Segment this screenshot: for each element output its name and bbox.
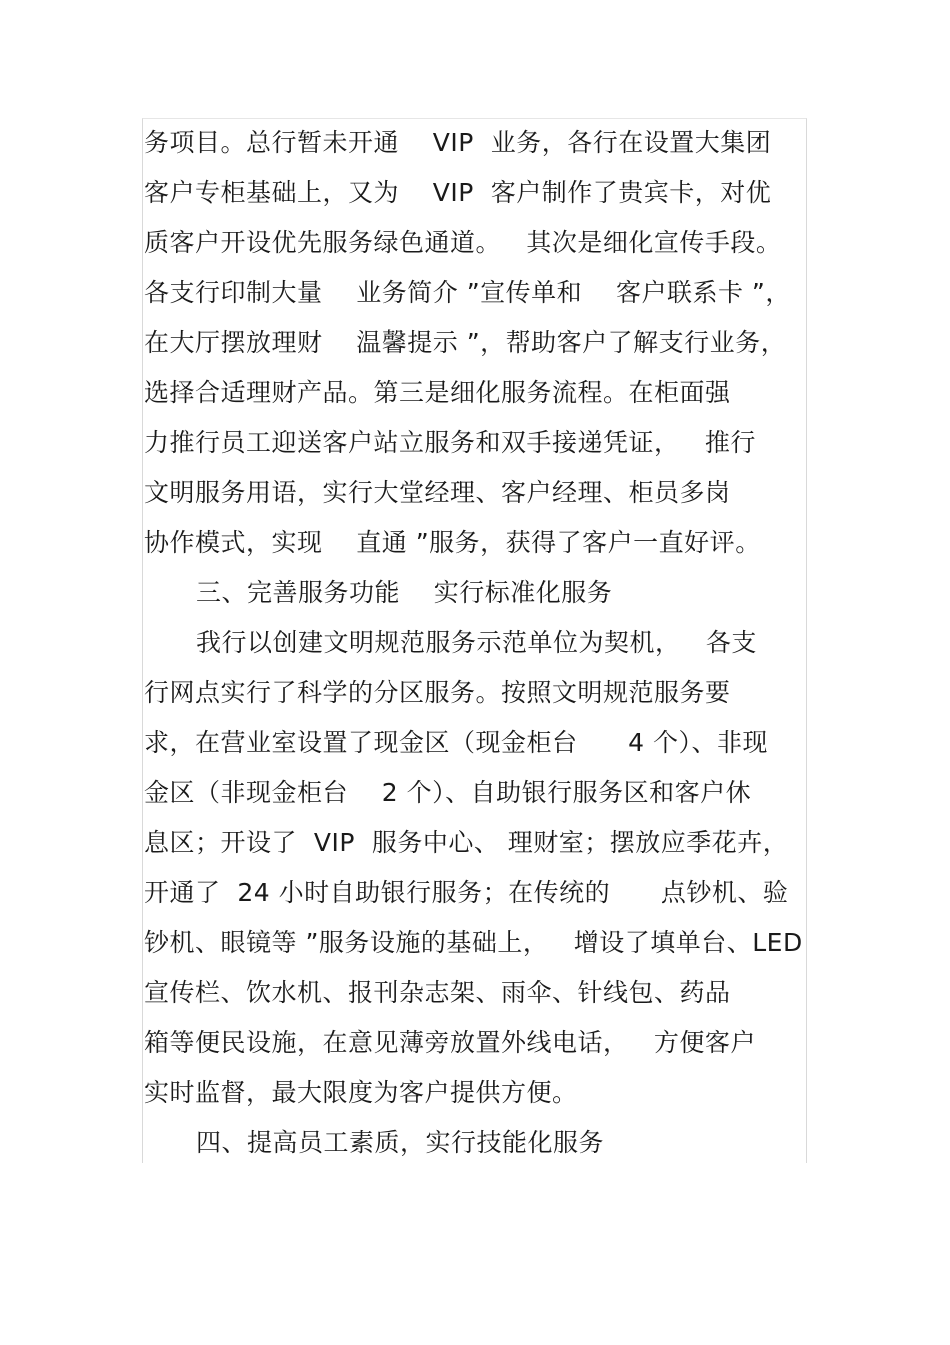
paragraph-line: 文明服务用语，实行大堂经理、客户经理、柜员多岗 [144, 478, 731, 507]
paragraph-line: 客户专柜基础上，又为 VIP 客户制作了贵宾卡，对优 [144, 178, 772, 207]
paragraph-line: 选择合适理财产品。第三是细化服务流程。在柜面强 [144, 378, 731, 407]
section-heading-line: 我行以创建文明规范服务示范单位为契机， 各支 [196, 628, 757, 657]
paragraph-line: 求，在营业室设置了现金区（现金柜台 4 个）、非现 [144, 728, 769, 757]
paragraph-line: 务项目。总行暂未开通 VIP 业务，各行在设置大集团 [144, 128, 772, 157]
paragraph-line: 开通了 24 小时自助银行服务；在传统的 点钞机、验 [144, 878, 789, 907]
paragraph-line: 在大厅摆放理财 温馨提示 ”，帮助客户了解支行业务， [144, 328, 787, 357]
paragraph-line: 箱等便民设施，在意见薄旁放置外线电话， 方便客户 [144, 1028, 756, 1057]
paragraph-line: 宣传栏、饮水机、报刊杂志架、雨伞、针线包、药品 [144, 978, 731, 1007]
paragraph-line: 息区；开设了 VIP 服务中心、 理财室；摆放应季花卉， [144, 828, 789, 857]
paragraph-line: 力推行员工迎送客户站立服务和双手接递凭证， 推行 [144, 428, 756, 457]
paragraph-line: 质客户开设优先服务绿色通道。 其次是细化宣传手段。 [144, 228, 782, 257]
document-body [144, 118, 809, 1168]
paragraph-line: 实时监督，最大限度为客户提供方便。 [144, 1078, 578, 1107]
paragraph-line: 金区（非现金柜台 2 个）、自助银行服务区和客户休 [144, 778, 752, 807]
paragraph-line: 协作模式，实现 直通 ”服务，获得了客户一直好评。 [144, 528, 761, 557]
paragraph-line: 钞机、眼镜等 ”服务设施的基础上， 增设了填单台、LED [144, 928, 803, 957]
section-heading-line: 三、完善服务功能 实行标准化服务 [196, 578, 613, 607]
section-heading-line: 四、提高员工素质，实行技能化服务 [196, 1128, 605, 1157]
paragraph-line: 行网点实行了科学的分区服务。按照文明规范服务要 [144, 678, 731, 707]
paragraph-line: 各支行印制大量 业务简介 ”宣传单和 客户联系卡 ”， [144, 278, 791, 307]
